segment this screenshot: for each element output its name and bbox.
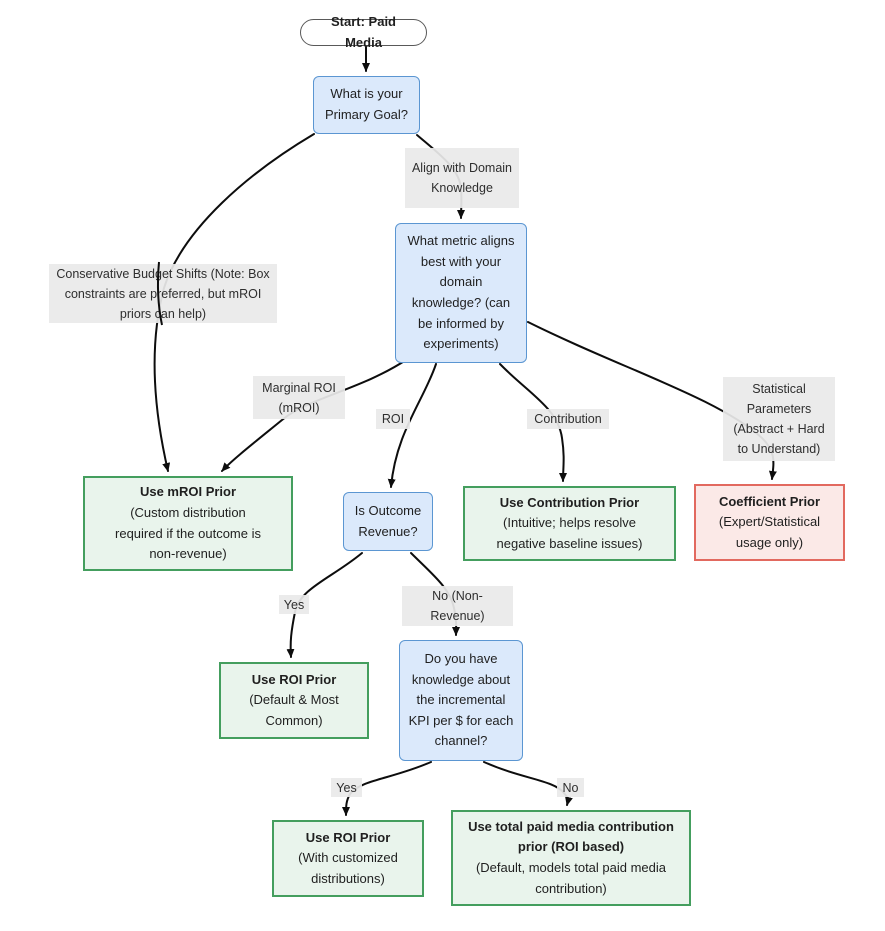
mroi-prior-title: Use mROI Prior bbox=[139, 484, 237, 500]
node-metric-question: What metric aligns best with your domain knowledge? (can be informed by experiments) bbox=[395, 223, 527, 363]
coefficient-prior-detail: (Expert/Statistical usage only) bbox=[718, 514, 821, 550]
roi-prior-default-detail: (Default & Most Common) bbox=[249, 692, 339, 728]
contribution-prior-title: Use Contribution Prior bbox=[499, 494, 640, 510]
edge-label-roi: ROI bbox=[376, 409, 410, 429]
node-mroi-prior bbox=[83, 476, 293, 571]
edge-label-statistical-parameters: Statistical Parameters (Abstract + Hard to Understand) bbox=[723, 377, 835, 461]
node-roi-prior-custom bbox=[272, 820, 424, 897]
total-contribution-prior-detail: (Default, models total paid media contribution) bbox=[475, 860, 667, 896]
mroi-prior-detail: (Custom distribution required if the outcome is non-revenue) bbox=[115, 504, 261, 562]
edge-label-no-kpi: No bbox=[557, 778, 584, 797]
edge-kpi-knowledge-no bbox=[484, 762, 568, 805]
total-contribution-prior-title: Use total paid media contribution prior (ROI based) bbox=[468, 818, 674, 855]
roi-prior-default-title: Use ROI Prior bbox=[251, 671, 337, 687]
node-start: Start: Paid Media bbox=[300, 19, 427, 46]
roi-prior-custom-detail: (With customized distributions) bbox=[298, 850, 398, 886]
node-coefficient-prior bbox=[694, 484, 845, 561]
edge-label-marginal-roi: Marginal ROI (mROI) bbox=[253, 376, 345, 419]
node-is-outcome-revenue: Is Outcome Revenue? bbox=[343, 492, 433, 551]
node-contribution-prior bbox=[463, 486, 676, 561]
node-total-contribution-prior bbox=[451, 810, 691, 906]
edge-label-yes-kpi: Yes bbox=[331, 778, 362, 797]
coefficient-prior-title: Coefficient Prior bbox=[718, 493, 821, 509]
edge-label-align-domain-knowledge: Align with Domain Knowledge bbox=[405, 148, 519, 208]
node-kpi-knowledge-question: Do you have knowledge about the incremental KPI per $ for each channel? bbox=[399, 640, 523, 761]
node-roi-prior-default bbox=[219, 662, 369, 739]
contribution-prior-detail: (Intuitive; helps resolve negative baseline issues) bbox=[496, 515, 643, 551]
roi-prior-custom-title: Use ROI Prior bbox=[305, 829, 391, 845]
edge-label-no-non-revenue: No (Non-Revenue) bbox=[402, 586, 513, 626]
edge-label-contribution: Contribution bbox=[527, 409, 609, 429]
edge-label-conservative-budget-shifts: Conservative Budget Shifts (Note: Box constraints are preferred, but mROI priors can help) bbox=[49, 264, 277, 323]
edge-label-yes-revenue: Yes bbox=[279, 595, 309, 614]
node-primary-goal-question: What is your Primary Goal? bbox=[313, 76, 420, 134]
